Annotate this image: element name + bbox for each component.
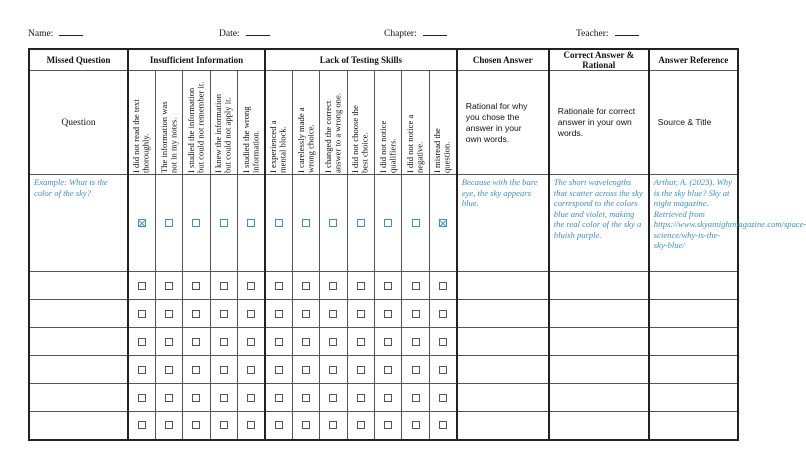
checkbox[interactable] (220, 310, 228, 318)
date-field[interactable] (219, 27, 270, 39)
checkbox-cell (265, 272, 292, 300)
reason-header-6 (265, 71, 292, 175)
checkbox[interactable] (138, 219, 146, 227)
missed-question-header: Missed Question (29, 49, 128, 71)
checkbox[interactable] (192, 366, 200, 374)
checkbox-cell (238, 175, 265, 272)
checkbox-cell (402, 356, 429, 384)
checkbox[interactable] (165, 282, 173, 290)
reason-header-4 (210, 71, 237, 175)
question-cell[interactable] (29, 272, 128, 300)
checkbox[interactable] (275, 338, 283, 346)
reason-header-3 (183, 71, 210, 175)
answer-reference-header: Answer Reference (649, 49, 738, 71)
checkbox[interactable] (192, 338, 200, 346)
chosen-answer-cell[interactable] (457, 300, 549, 328)
checkbox[interactable] (247, 338, 255, 346)
chosen-answer-cell[interactable] (457, 328, 549, 356)
checkbox-cell (429, 384, 456, 412)
checkbox[interactable] (302, 219, 310, 227)
checkbox[interactable] (412, 219, 420, 227)
checkbox-cell (128, 412, 155, 440)
checkbox-cell (292, 300, 319, 328)
checkbox[interactable] (275, 421, 283, 429)
answer-reference-cell[interactable] (649, 272, 738, 300)
checkbox-cell (265, 356, 292, 384)
checkbox-cell (375, 412, 402, 440)
lack-of-testing-skills-header: Lack of Testing Skills (265, 49, 457, 71)
reason-header-5 (238, 71, 265, 175)
reason-header-10 (375, 71, 402, 175)
answer-reference-cell[interactable] (649, 412, 738, 440)
checkbox-cell (155, 175, 182, 272)
checkbox-cell (347, 300, 374, 328)
checkbox-cell (402, 272, 429, 300)
checkbox-cell (320, 412, 347, 440)
question-cell[interactable] (29, 356, 128, 384)
checkbox-cell (265, 412, 292, 440)
checkbox-cell (375, 175, 402, 272)
checkbox-cell (155, 356, 182, 384)
reason-label: I carelessly made a wrong choice. (295, 106, 316, 173)
answer-reference-subheader: Source & Title (649, 71, 738, 175)
reason-label: I did not read the text thoroughly. (131, 98, 151, 173)
reason-header-11 (402, 71, 429, 175)
checkbox[interactable] (192, 310, 200, 318)
checkbox[interactable] (247, 394, 255, 402)
correct-answer-cell[interactable] (549, 384, 649, 412)
table-row (29, 356, 738, 384)
answer-reference-cell[interactable] (649, 300, 738, 328)
correct-answer-cell[interactable] (549, 412, 649, 440)
group-header-row (29, 49, 738, 71)
checkbox-cell (292, 272, 319, 300)
checkbox-cell (265, 300, 292, 328)
checkbox[interactable] (138, 366, 146, 374)
checkbox[interactable] (439, 366, 447, 374)
checkbox[interactable] (439, 421, 447, 429)
reason-label: I did not choose the best choice. (350, 104, 370, 173)
reason-label: I misread the question. (432, 127, 452, 173)
correct-answer-cell[interactable] (549, 300, 649, 328)
checkbox[interactable] (357, 338, 365, 346)
checkbox[interactable] (192, 282, 200, 290)
chosen-answer-cell[interactable] (457, 384, 549, 412)
answer-reference-cell[interactable] (649, 384, 738, 412)
reason-header-8 (320, 71, 347, 175)
checkbox-cell (347, 328, 374, 356)
checkbox-cell (429, 272, 456, 300)
checkbox-cell (292, 412, 319, 440)
checkbox-cell (347, 356, 374, 384)
checkbox[interactable] (439, 394, 447, 402)
checkbox-cell (265, 328, 292, 356)
checkbox[interactable] (357, 219, 365, 227)
checkbox-cell (347, 384, 374, 412)
checkbox[interactable] (220, 338, 228, 346)
checkbox-cell (155, 384, 182, 412)
checkbox-cell (265, 175, 292, 272)
checkbox[interactable] (357, 282, 365, 290)
checkbox[interactable] (412, 310, 420, 318)
checkbox-cell (210, 356, 237, 384)
checkbox[interactable] (302, 338, 310, 346)
reason-header-2 (155, 71, 182, 175)
checkbox[interactable] (275, 282, 283, 290)
checkbox-cell (265, 384, 292, 412)
chapter-label: Chapter: (384, 29, 417, 39)
checkbox[interactable] (357, 366, 365, 374)
reason-header-7 (292, 71, 319, 175)
correct-answer-cell[interactable] (549, 328, 649, 356)
checkbox[interactable] (302, 394, 310, 402)
reason-label: I knew the information but could not apply it. (213, 93, 233, 173)
checkbox[interactable] (329, 394, 337, 402)
checkbox-cell (429, 328, 456, 356)
checkbox-cell (320, 356, 347, 384)
checkbox[interactable] (329, 338, 337, 346)
checkbox[interactable] (329, 310, 337, 318)
checkbox-cell (128, 356, 155, 384)
reason-header-9 (347, 71, 374, 175)
checkbox-cell (292, 356, 319, 384)
checkbox[interactable] (165, 366, 173, 374)
question-cell[interactable]: Example: What is the color of the sky? (29, 175, 128, 272)
checkbox-cell (128, 328, 155, 356)
checkbox[interactable] (412, 338, 420, 346)
checkbox-cell (429, 356, 456, 384)
reason-label: I changed the correct answer to a wrong one. (322, 92, 343, 173)
checkbox-cell (210, 175, 237, 272)
checkbox-cell (375, 300, 402, 328)
checkbox[interactable] (247, 366, 255, 374)
checkbox-cell (320, 328, 347, 356)
checkbox-cell (210, 412, 237, 440)
checkbox[interactable] (165, 394, 173, 402)
checkbox-cell (292, 175, 319, 272)
checkbox-cell (155, 272, 182, 300)
name-label: Name: (28, 29, 54, 39)
checkbox[interactable] (357, 421, 365, 429)
checkbox[interactable] (192, 394, 200, 402)
checkbox-cell (210, 328, 237, 356)
checkbox[interactable] (329, 366, 337, 374)
checkbox-cell (402, 300, 429, 328)
question-subheader: Question (29, 71, 128, 175)
checkbox[interactable] (384, 394, 392, 402)
reason-label: The information was not in my notes. (158, 100, 179, 173)
checkbox-cell (320, 300, 347, 328)
reason-label: I studied the information but could not remember it. (185, 81, 206, 173)
correct-answer-header: Correct Answer & Rational (549, 49, 649, 71)
teacher-label: Teacher: (576, 29, 609, 39)
checkbox-cell (183, 384, 210, 412)
answer-reference-cell[interactable]: Arthur, A. (2023). Why is the sky blue? Sky at night magazine. Retrieved from https://www.skyatnightmagazine.com/space-science/why-is-the-sky-blue/ (649, 175, 738, 272)
checkbox[interactable] (165, 219, 173, 227)
checkbox-cell (375, 272, 402, 300)
checkbox-cell (183, 272, 210, 300)
checkbox-cell (238, 356, 265, 384)
question-cell[interactable] (29, 384, 128, 412)
checkbox-cell (238, 300, 265, 328)
checkbox[interactable] (220, 394, 228, 402)
reason-label: I studied the wrong information. (240, 105, 261, 173)
checkbox-cell (183, 175, 210, 272)
name-field[interactable] (28, 27, 83, 39)
checkbox[interactable] (302, 282, 310, 290)
question-cell[interactable] (29, 300, 128, 328)
checkbox[interactable] (220, 219, 228, 227)
checkbox[interactable] (302, 366, 310, 374)
checkbox[interactable] (275, 394, 283, 402)
checkbox-cell (183, 412, 210, 440)
checkbox[interactable] (220, 366, 228, 374)
chosen-answer-cell[interactable] (457, 412, 549, 440)
checkbox-cell (375, 356, 402, 384)
checkbox[interactable] (275, 219, 283, 227)
checkbox[interactable] (384, 421, 392, 429)
checkbox-cell (210, 384, 237, 412)
checkbox-cell (429, 300, 456, 328)
correct-answer-cell[interactable] (549, 272, 649, 300)
checkbox-cell (128, 300, 155, 328)
checkbox-cell (155, 300, 182, 328)
date-blank[interactable] (246, 27, 270, 36)
checkbox[interactable] (247, 310, 255, 318)
checkbox-cell (292, 384, 319, 412)
checkbox[interactable] (329, 219, 337, 227)
table-row (29, 384, 738, 412)
checkbox-cell (320, 175, 347, 272)
missed-question-analysis-table (28, 48, 806, 441)
example-row (29, 175, 738, 272)
checkbox-cell (402, 328, 429, 356)
checkbox-cell (238, 384, 265, 412)
checkbox-cell (183, 300, 210, 328)
checkbox-cell (128, 384, 155, 412)
teacher-field[interactable] (576, 27, 639, 39)
checkbox[interactable] (247, 219, 255, 227)
checkbox[interactable] (302, 421, 310, 429)
checkbox[interactable] (357, 310, 365, 318)
checkbox[interactable] (247, 421, 255, 429)
checkbox[interactable] (165, 310, 173, 318)
checkbox[interactable] (302, 310, 310, 318)
checkbox[interactable] (275, 310, 283, 318)
checkbox[interactable] (412, 421, 420, 429)
chapter-field[interactable] (384, 27, 447, 39)
reason-label: I did not notice qualifiers. (377, 120, 398, 173)
checkbox[interactable] (384, 219, 392, 227)
checkbox-cell (210, 272, 237, 300)
question-cell[interactable] (29, 328, 128, 356)
checkbox-cell (238, 272, 265, 300)
correct-answer-subheader: Rationale for correct answer in your own words. (549, 71, 649, 175)
date-label: Date: (219, 29, 240, 39)
chosen-answer-subheader: Rational for why you chose the answer in your own words. (457, 71, 549, 175)
checkbox-cell (238, 328, 265, 356)
checkbox[interactable] (138, 282, 146, 290)
question-cell[interactable] (29, 412, 128, 440)
insufficient-information-header: Insufficient Information (128, 49, 265, 71)
checkbox-cell (128, 272, 155, 300)
checkbox-cell (375, 328, 402, 356)
checkbox-cell (155, 328, 182, 356)
checkbox[interactable] (412, 282, 420, 290)
checkbox-cell (347, 175, 374, 272)
name-blank[interactable] (59, 27, 83, 36)
checkbox-cell (402, 412, 429, 440)
checkbox[interactable] (138, 310, 146, 318)
checkbox[interactable] (412, 394, 420, 402)
chosen-answer-cell[interactable]: Because with the bare eye, the sky appears blue. (457, 175, 549, 272)
checkbox[interactable] (412, 366, 420, 374)
checkbox[interactable] (329, 421, 337, 429)
checkbox-cell (347, 412, 374, 440)
checkbox[interactable] (220, 421, 228, 429)
checkbox[interactable] (329, 282, 337, 290)
checkbox[interactable] (192, 421, 200, 429)
checkbox-cell (128, 175, 155, 272)
checkbox-cell (155, 412, 182, 440)
checkbox[interactable] (384, 282, 392, 290)
checkbox[interactable] (439, 219, 447, 227)
checkbox-cell (183, 328, 210, 356)
checkbox[interactable] (220, 282, 228, 290)
checkbox-cell (429, 175, 456, 272)
subheader-row (29, 71, 738, 175)
checkbox[interactable] (165, 421, 173, 429)
checkbox[interactable] (192, 219, 200, 227)
checkbox[interactable] (138, 394, 146, 402)
checkbox-cell (402, 384, 429, 412)
reason-header-12 (429, 71, 456, 175)
checkbox-cell (320, 384, 347, 412)
checkbox-cell (375, 384, 402, 412)
checkbox-cell (347, 272, 374, 300)
checkbox-cell (320, 272, 347, 300)
checkbox[interactable] (165, 338, 173, 346)
table-row (29, 300, 738, 328)
checkbox-cell (292, 328, 319, 356)
checkbox[interactable] (247, 282, 255, 290)
checkbox[interactable] (439, 282, 447, 290)
checkbox[interactable] (138, 338, 146, 346)
checkbox[interactable] (439, 338, 447, 346)
checkbox[interactable] (357, 394, 365, 402)
checkbox-cell (429, 412, 456, 440)
answer-reference-cell[interactable] (649, 328, 738, 356)
checkbox[interactable] (275, 366, 283, 374)
chosen-answer-header: Chosen Answer (457, 49, 549, 71)
answer-reference-cell[interactable] (649, 356, 738, 384)
reason-label: I experienced a mental block. (268, 120, 288, 173)
checkbox[interactable] (138, 421, 146, 429)
checkbox-cell (210, 300, 237, 328)
reason-label: I did not notice a negative. (405, 114, 425, 173)
correct-answer-cell[interactable]: The short wavelengths that scatter across the sky correspond to the colors blue and violet, making the real color of the sky a bluish purple. (549, 175, 649, 272)
checkbox-cell (402, 175, 429, 272)
checkbox-cell (183, 356, 210, 384)
table-row (29, 328, 738, 356)
checkbox[interactable] (384, 310, 392, 318)
chapter-blank[interactable] (423, 27, 447, 36)
reason-header-1 (128, 71, 155, 175)
teacher-blank[interactable] (615, 27, 639, 36)
checkbox-cell (238, 412, 265, 440)
table-row (29, 412, 738, 440)
correct-answer-cell[interactable] (549, 356, 649, 384)
chosen-answer-cell[interactable] (457, 356, 549, 384)
checkbox[interactable] (384, 366, 392, 374)
chosen-answer-cell[interactable] (457, 272, 549, 300)
table-row (29, 272, 738, 300)
checkbox[interactable] (384, 338, 392, 346)
checkbox[interactable] (439, 310, 447, 318)
